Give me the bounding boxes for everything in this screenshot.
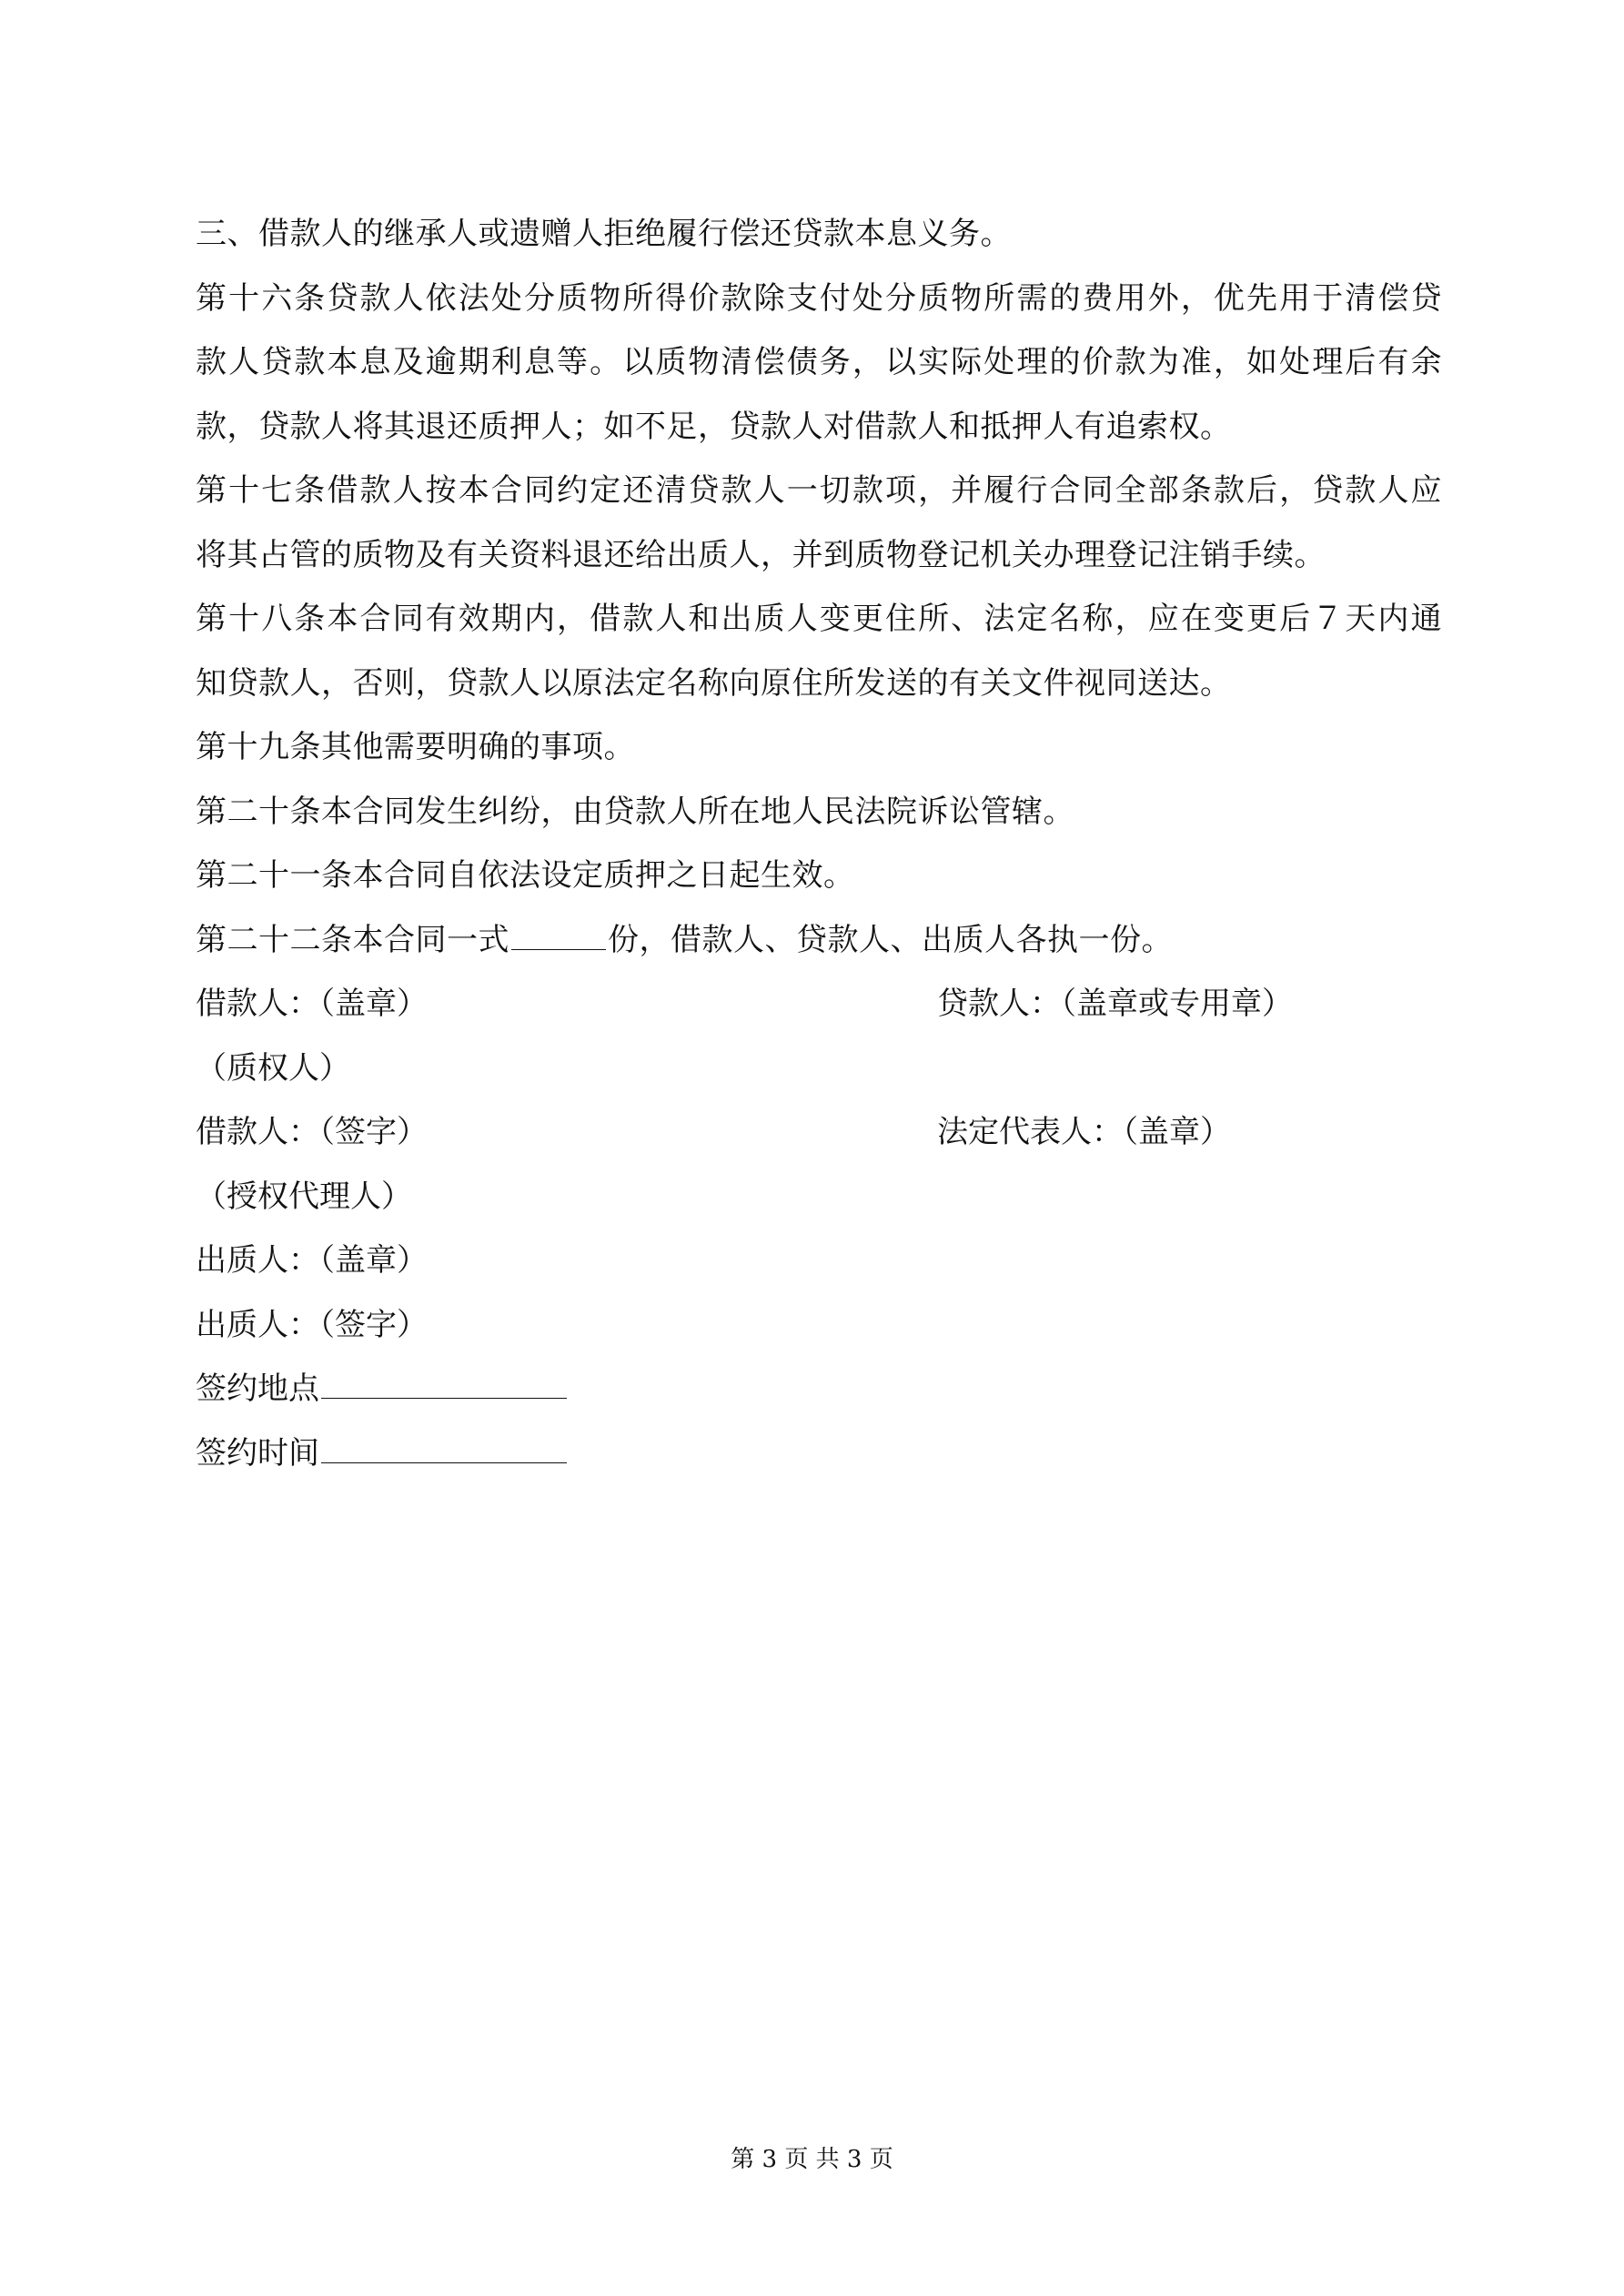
paragraph-line: 第十七条借款人按本合同约定还清贷款人一切款项，并履行合同全部条款后，贷款人应 <box>196 472 1442 509</box>
pledgor-seal-label: 出质人：（盖章） <box>196 1242 428 1279</box>
sign-time-blank-line <box>321 1422 567 1463</box>
page-footer: 第 3 页 共 3 页 <box>731 2146 893 2173</box>
paragraph-line: 款人贷款本息及逾期利息等。以质物清偿债务，以实际处理的价款为准，如处理后有余 <box>196 344 1442 380</box>
borrower-sign-label: 借款人：（签字） <box>196 1114 428 1150</box>
signature-row-pledgor-sign <box>196 1293 1442 1358</box>
clause-22-text-before: 第二十二条本合同一式 <box>196 921 509 958</box>
paragraph-line: 款，贷款人将其退还质押人；如不足，贷款人对借款人和抵押人有追索权。 <box>196 408 1232 445</box>
document-body <box>196 202 1442 1485</box>
authorized-agent-label: （授权代理人） <box>196 1178 412 1215</box>
copies-blank-line <box>511 909 606 950</box>
clause-22-text-after: 份，借款人、贷款人、出质人各执一份。 <box>608 921 1173 958</box>
paragraph-line: 三、借款人的继承人或遗赠人拒绝履行偿还贷款本息义务。 <box>196 216 1012 252</box>
clause-22-line <box>196 908 1442 973</box>
legal-representative-label: 法定代表人：（盖章） <box>937 1114 1231 1150</box>
borrower-seal-label: 借款人：（盖章） <box>196 986 428 1022</box>
paragraph-line: 知贷款人，否则，贷款人以原法定名称向原住所发送的有关文件视同送达。 <box>196 664 1232 702</box>
lender-seal-label: 贷款人：（盖章或专用章） <box>937 986 1293 1022</box>
signature-row-agent <box>196 1165 1442 1229</box>
pledgor-sign-label: 出质人：（签字） <box>196 1306 428 1343</box>
sign-place-blank-line <box>321 1358 567 1399</box>
signature-row-place <box>196 1357 1442 1421</box>
paragraph-line: 第二十一条本合同自依法设定质押之日起生效。 <box>196 857 855 894</box>
paragraph-line: 将其占管的质物及有关资料退还给出质人，并到质物登记机关办理登记注销手续。 <box>196 536 1326 573</box>
signature-row-seal <box>196 972 1442 1037</box>
paragraph-line: 第十六条贷款人依法处分质物所得价款除支付处分质物所需的费用外，优先用于清偿贷 <box>196 279 1442 317</box>
paragraph-line: 第二十条本合同发生纠纷，由贷款人所在地人民法院诉讼管辖。 <box>196 793 1074 830</box>
sign-place-label: 签约地点 <box>196 1371 319 1407</box>
signature-row-time <box>196 1421 1442 1486</box>
pledgee-label: （质权人） <box>196 1049 350 1087</box>
paragraph-line: 第十八条本合同有效期内，借款人和出质人变更住所、法定名称，应在变更后７天内通 <box>196 601 1442 637</box>
sign-time-label: 签约时间 <box>196 1434 319 1472</box>
signature-row-pledgee <box>196 1037 1442 1101</box>
signature-row-pledgor-seal <box>196 1229 1442 1293</box>
paragraph-line: 第十九条其他需要明确的事项。 <box>196 729 635 765</box>
signature-row-sign <box>196 1100 1442 1165</box>
